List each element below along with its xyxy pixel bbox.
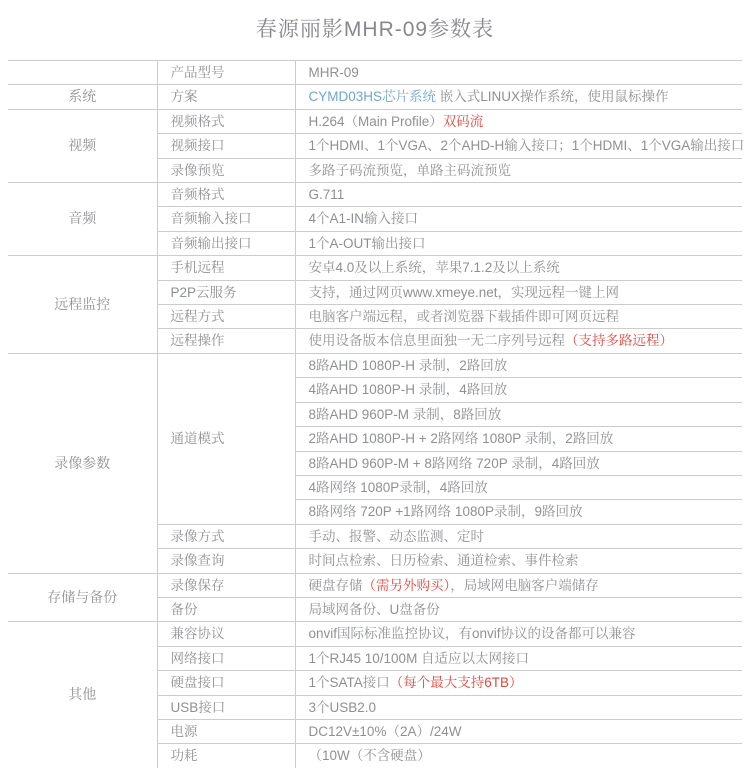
table-row [8, 61, 742, 85]
value-part: 8路网络 720P +1路网络 1080P录制，9路回放 [308, 504, 583, 520]
value-part: 1个SATA接口 [308, 675, 390, 691]
value-part: H.264（Main Profile） [308, 113, 443, 129]
value-part: 8路AHD 960P-M 录制，8路回放 [308, 406, 502, 422]
spec-value-cell [295, 158, 742, 182]
spec-value-cell [295, 353, 742, 377]
value-part: （10W（不含硬盘） [308, 748, 431, 764]
category-cell: 视频 [8, 109, 157, 182]
spec-label-cell: 视频接口 [157, 134, 295, 158]
table-row [8, 573, 742, 597]
value-part: 使用设备版本信息里面独一无二序列号远程 [308, 333, 565, 349]
spec-value-cell [295, 646, 742, 670]
value-part: 8路AHD 960P-M + 8路网络 720P 录制，4路回放 [308, 455, 600, 471]
spec-value-cell [295, 427, 742, 451]
value-part: G.711 [308, 187, 345, 203]
spec-label-cell: 录像预览 [157, 158, 295, 182]
value-part-red: （需另外购买） [362, 577, 451, 593]
spec-label-cell: 电源 [157, 719, 295, 743]
spec-label-cell: 视频格式 [157, 109, 295, 133]
spec-label-cell: 通道模式 [157, 353, 295, 524]
value-part: 支持，通过网页www.xmeye.net，实现远程一键上网 [308, 284, 620, 300]
value-part: 1个RJ45 10/100M 自适应以太网接口 [308, 650, 530, 666]
spec-value-cell [295, 671, 742, 695]
value-part: 安卓4.0及以上系统，苹果7.1.2及以上系统 [308, 260, 560, 276]
spec-value-cell [295, 451, 742, 475]
value-part-blue: CYMD03HS芯片系统 [308, 89, 440, 105]
spec-label-cell: 硬盘接口 [157, 671, 295, 695]
spec-value-cell [295, 85, 742, 109]
value-part: MHR-09 [308, 65, 359, 80]
table-row [8, 622, 742, 646]
spec-value-cell [295, 500, 742, 524]
spec-value-cell [295, 402, 742, 426]
value-part: 4路网络 1080P录制，4路回放 [308, 479, 488, 495]
spec-table [8, 60, 745, 768]
category-cell: 远程监控 [8, 256, 157, 354]
value-part: 手动、报警、动态监测、定时 [308, 528, 484, 544]
spec-value-cell [295, 109, 742, 133]
value-part-red: 双码流 [442, 113, 484, 129]
value-part: 8路AHD 1080P-H 录制，2路回放 [308, 357, 508, 373]
spec-label-cell: 产品型号 [157, 61, 295, 85]
value-part: 时间点检索、日历检索、通道检索、事件检索 [308, 553, 579, 569]
spec-label-cell: 远程方式 [157, 305, 295, 329]
value-part: 4个A1-IN输入接口 [308, 211, 419, 227]
spec-value-cell [295, 597, 742, 621]
category-cell: 其他 [8, 622, 157, 768]
spec-label-cell: 网络接口 [157, 646, 295, 670]
category-cell: 录像参数 [8, 353, 157, 573]
value-part: 2路AHD 1080P-H + 2路网络 1080P 录制，2路回放 [308, 431, 614, 447]
category-cell: 存储与备份 [8, 573, 157, 622]
spec-label-cell: 音频输出接口 [157, 231, 295, 255]
spec-value-cell [295, 329, 742, 353]
category-cell: 系统 [8, 85, 157, 109]
spec-label-cell: 功耗 [157, 744, 295, 768]
spec-value-cell [295, 573, 742, 597]
spec-label-cell: USB接口 [157, 695, 295, 719]
spec-value-cell [295, 305, 742, 329]
category-cell [8, 61, 157, 85]
spec-value-cell [295, 695, 742, 719]
value-part: 电脑客户端远程，或者浏览器下载插件即可网页远程 [308, 309, 619, 325]
spec-label-cell: 手机远程 [157, 256, 295, 280]
spec-label-cell: 录像保存 [157, 573, 295, 597]
value-part: 嵌入式LINUX操作系统，使用鼠标操作 [439, 89, 669, 105]
spec-value-cell [295, 207, 742, 231]
value-part: 多路子码流预览，单路主码流预览 [308, 162, 511, 178]
spec-value-cell [295, 378, 742, 402]
spec-value-cell [295, 183, 742, 207]
value-part: ，局域网电脑客户端储存 [450, 577, 599, 593]
spec-value-cell [295, 622, 742, 646]
spec-value-cell [295, 280, 742, 304]
value-part: 1个HDMI、1个VGA、2个AHD-H输入接口；1个HDMI、1个VGA输出接口 [308, 138, 745, 154]
spec-value-cell [295, 719, 742, 743]
spec-value-cell [295, 744, 742, 768]
spec-label-cell: 音频输入接口 [157, 207, 295, 231]
spec-label-cell: 音频格式 [157, 183, 295, 207]
value-part: 局域网备份、U盘备份 [308, 601, 440, 617]
spec-value-cell [295, 134, 745, 158]
value-part: 1个A-OUT输出接口 [308, 235, 426, 251]
table-row [8, 353, 742, 377]
value-part: 3个USB2.0 [308, 699, 377, 715]
spec-label-cell: 方案 [157, 85, 295, 109]
page-title: 春源丽影MHR-09参数表 [255, 18, 495, 41]
spec-value-cell [295, 231, 742, 255]
spec-label-cell: 录像方式 [157, 524, 295, 548]
spec-value-cell [295, 549, 742, 573]
category-cell: 音频 [8, 183, 157, 256]
value-part: 硬盘存储 [308, 577, 363, 593]
spec-label-cell: P2P云服务 [157, 280, 295, 304]
spec-label-cell: 备份 [157, 597, 295, 621]
table-row [8, 109, 742, 133]
value-part: DC12V±10%（2A）/24W [308, 723, 462, 739]
spec-value-cell [295, 61, 742, 85]
value-part: onvif国际标准监控协议，有onvif协议的设备都可以兼容 [308, 626, 636, 642]
value-part-red: （每个最大支持6TB） [389, 675, 523, 691]
spec-label-cell: 远程操作 [157, 329, 295, 353]
value-part-red: （支持多路远程） [565, 333, 673, 349]
spec-value-cell [295, 475, 742, 499]
table-row [8, 183, 742, 207]
spec-label-cell: 兼容协议 [157, 622, 295, 646]
spec-value-cell [295, 256, 742, 280]
value-part: 4路AHD 1080P-H 录制，4路回放 [308, 382, 508, 398]
spec-value-cell [295, 524, 742, 548]
spec-label-cell: 录像查询 [157, 549, 295, 573]
table-row [8, 85, 742, 109]
table-row [8, 256, 742, 280]
